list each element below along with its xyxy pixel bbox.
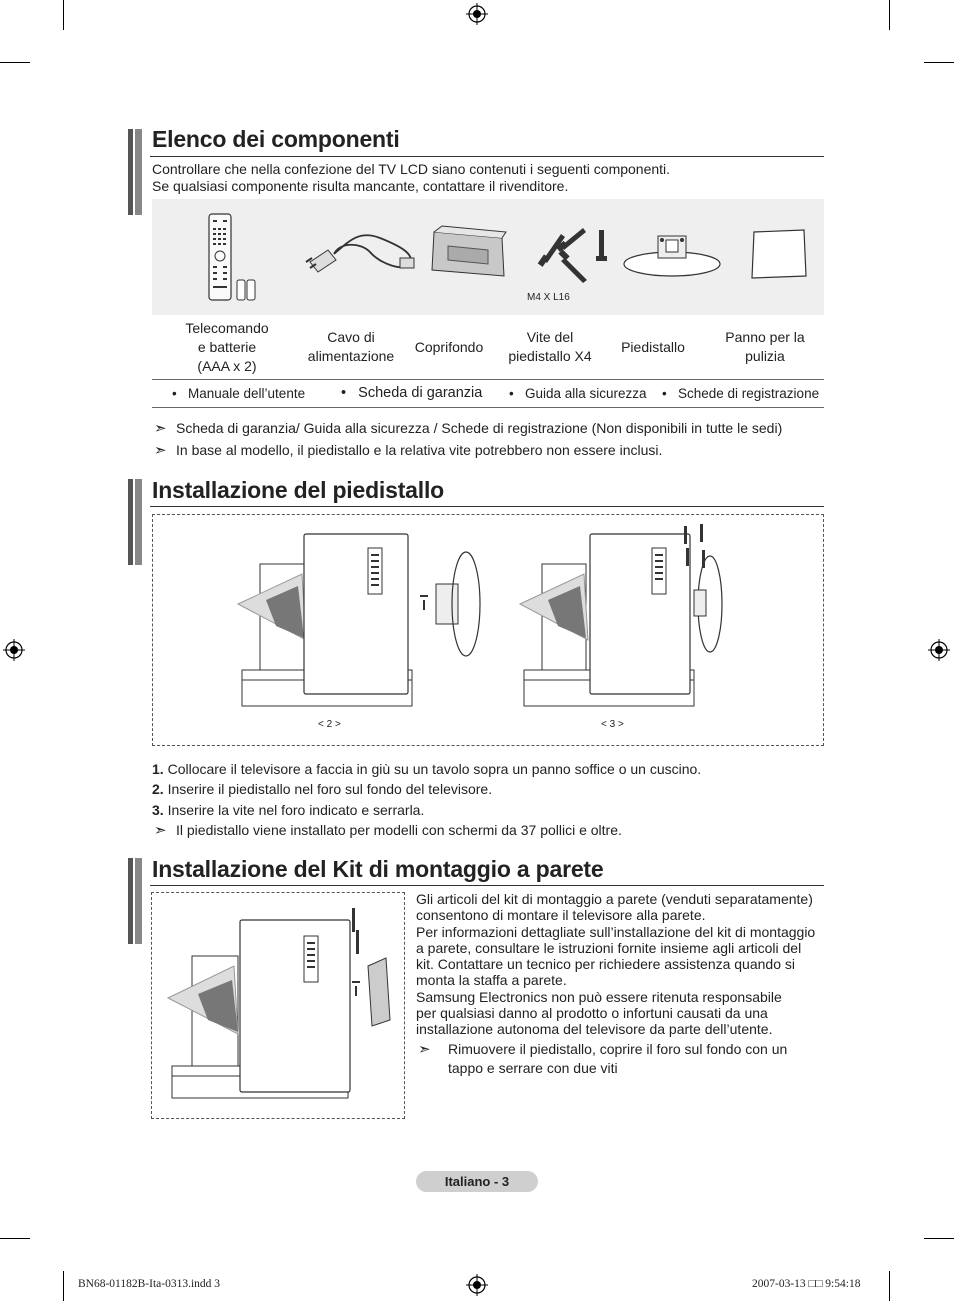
note-arrow-icon: ➣: [418, 1041, 431, 1058]
registration-mark-icon: [928, 639, 950, 661]
crop-mark: [63, 0, 64, 30]
remote-control-icon: [205, 212, 261, 304]
section-rule: [150, 506, 824, 507]
crop-mark: [0, 1238, 30, 1239]
section-title-stand: Installazione del piedistallo: [152, 477, 444, 503]
section-title-wall-mount: Installazione del Kit di montaggio a parete: [152, 856, 604, 882]
crop-mark: [889, 0, 890, 30]
registration-mark-icon: [466, 3, 488, 25]
screw-spec-label: M4 X L16: [527, 292, 570, 303]
step-3: 3. Inserire la vite nel foro indicato e serrarla.: [152, 802, 425, 818]
cleaning-cloth-icon: [750, 228, 808, 280]
item-label-cloth: Panno per la pulizia: [725, 329, 805, 364]
note-wall-mount: ➣ Rimuovere il piedistallo, coprire il foro sul fondo con un tappo e serrare con due viti: [418, 1041, 788, 1076]
stand-icon: [622, 228, 722, 280]
crop-mark: [63, 1271, 64, 1301]
print-slug-file: BN68-01182B-Ita-0313.indd 3: [78, 1278, 221, 1290]
wall-mount-paragraph-3: Samsung Electronics non può essere ritenuta responsabile per qualsiasi danno al prodotto o infortuni causati da una installazione autonoma del televisore da parte dell’utente.: [416, 989, 782, 1037]
item-label-screws: Vite del piedistallo X4: [508, 329, 592, 364]
accessory-item: • Guida alla sicurezza: [509, 386, 647, 401]
intro-line-1: Controllare che nella confezione del TV LCD siano contenuti i seguenti componenti.: [152, 161, 671, 177]
step-2: 2. Inserire il piedistallo nel foro sul fondo del televisore.: [152, 781, 493, 797]
section-title-components: Elenco dei componenti: [152, 126, 400, 152]
note-model: ➣ In base al modello, il piedistallo e la relativa vite potrebbero non essere inclusi.: [154, 442, 663, 459]
stand-install-step3-illustration: [514, 520, 774, 710]
registration-mark-icon: [466, 1274, 488, 1296]
note-arrow-icon: ➣: [154, 420, 167, 437]
registration-mark-icon: [3, 639, 25, 661]
note-availability: ➣ Scheda di garanzia/ Guida alla sicurezza / Schede di registrazione (Non disponibili in tutte le sedi): [154, 420, 783, 437]
accessory-item: • Scheda di garanzia: [341, 385, 483, 401]
section-bar: [128, 129, 142, 215]
crop-mark: [0, 62, 30, 63]
item-label-cover: Coprifondo: [414, 339, 484, 355]
section-rule: [150, 885, 824, 886]
crop-mark: [889, 1271, 890, 1301]
caption-step2: < 2 >: [318, 719, 341, 730]
stand-screws-icon: [535, 222, 615, 286]
crop-mark: [924, 62, 954, 63]
accessory-item: • Schede di registrazione: [662, 386, 820, 401]
accessories-rule-top: [152, 379, 824, 380]
power-cable-icon: [300, 220, 420, 280]
stand-install-step2-illustration: [232, 530, 492, 710]
section-rule: [150, 156, 824, 157]
intro-line-2: Se qualsiasi componente risulta mancante, contattare il rivenditore.: [152, 178, 569, 194]
item-label-remote: Telecomando e batterie (AAA x 2): [185, 320, 269, 374]
cover-bottom-icon: [428, 224, 508, 284]
note-arrow-icon: ➣: [154, 822, 167, 839]
step-1: 1. Collocare il televisore a faccia in giù su un tavolo sopra un panno soffice o un cuscino.: [152, 761, 702, 777]
section-bar: [128, 858, 142, 944]
section-bar: [128, 479, 142, 565]
caption-step3: < 3 >: [601, 719, 624, 730]
item-label-stand: Piedistallo: [621, 339, 685, 355]
crop-mark: [924, 1238, 954, 1239]
item-label-power-cable: Cavo di alimentazione: [307, 329, 395, 364]
wall-mount-paragraph-2: Per informazioni dettagliate sull’installazione del kit di montaggio a parete, consultare le istruzioni fornite insieme agli articoli del kit. Contattare un tecnico per richiedere assistenza quando si monta la staffa a parete.: [416, 924, 816, 988]
note-arrow-icon: ➣: [154, 442, 167, 459]
accessories-rule-bottom: [152, 407, 824, 408]
note-stand-size: ➣ Il piedistallo viene installato per modelli con schermi da 37 pollici e oltre.: [154, 822, 622, 839]
print-slug-date: 2007-03-13 □□ 9:54:18: [752, 1278, 861, 1290]
page-number-badge: Italiano - 3: [416, 1171, 538, 1192]
accessory-item: • Manuale dell’utente: [172, 386, 306, 401]
wall-mount-illustration: [160, 900, 400, 1100]
wall-mount-paragraph-1: Gli articoli del kit di montaggio a parete (venduti separatamente) consentono di montare il televisore alla parete.: [416, 891, 813, 923]
